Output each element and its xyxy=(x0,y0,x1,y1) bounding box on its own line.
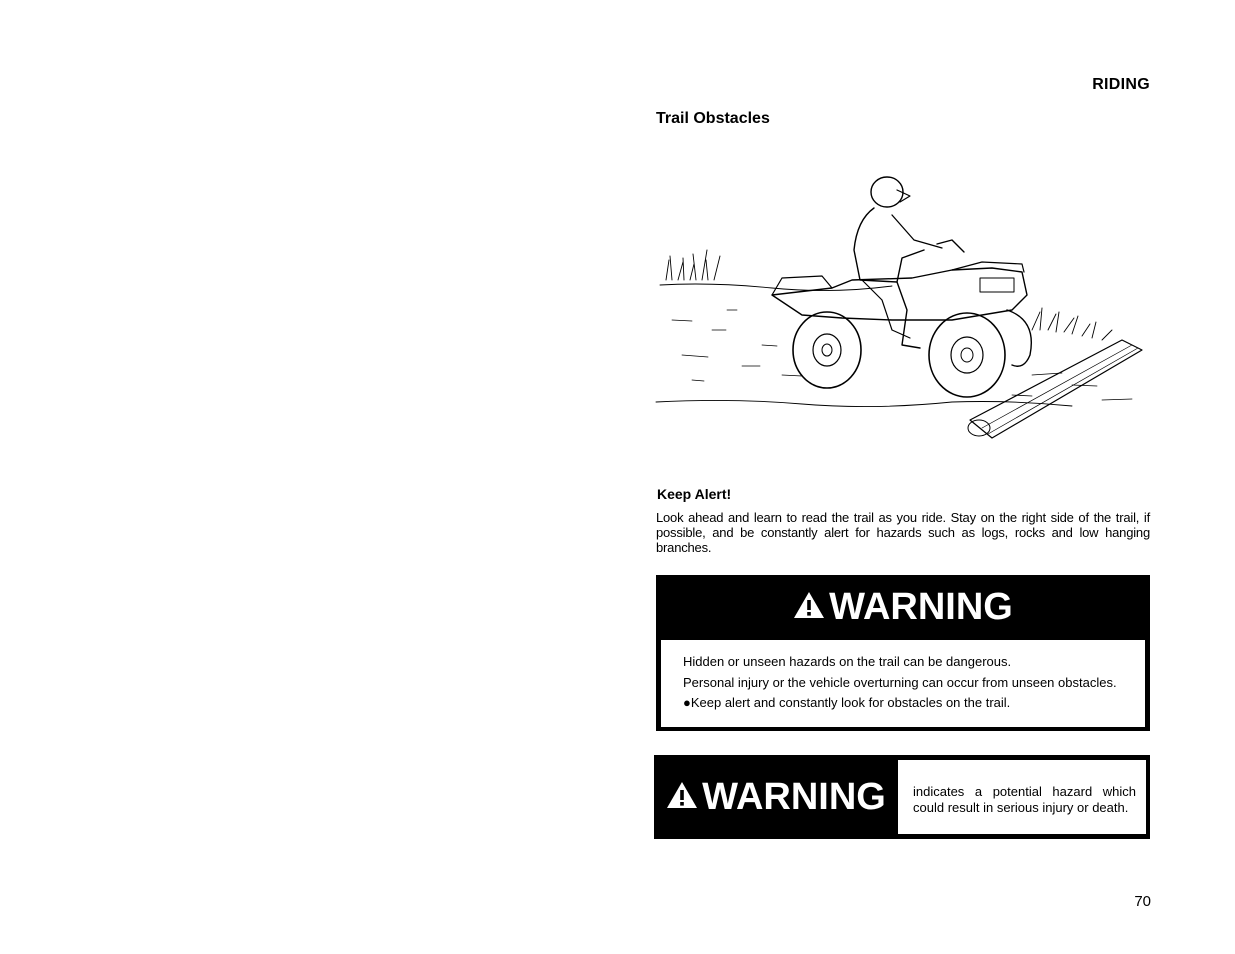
warning-triangle-icon xyxy=(793,586,829,629)
keep-alert-paragraph: Look ahead and learn to read the trail as you ride. Stay on the right side of the trail, if possible, and be constantly alert for hazards such as logs, rocks and low hanging branches. xyxy=(656,510,1150,555)
atv-rider-illustration xyxy=(652,170,1152,460)
warning-box xyxy=(656,575,1150,731)
warning-label: WARNING xyxy=(829,585,1013,628)
warning-body xyxy=(661,640,1145,727)
warning-header xyxy=(656,575,1150,639)
legend-text: indicates a potential hazard which could result in serious injury or death. xyxy=(898,760,1146,834)
warning-triangle-icon xyxy=(666,776,702,819)
legend-label: WARNING xyxy=(702,775,886,818)
warning-line: Personal injury or the vehicle overturning can occur from unseen obstacles. xyxy=(683,674,1117,690)
section-header: RIDING xyxy=(1092,76,1150,93)
warning-legend-box xyxy=(654,755,1150,839)
warning-line: Hidden or unseen hazards on the trail can be dangerous. xyxy=(683,654,1012,669)
page-number: 70 xyxy=(1134,893,1151,910)
warning-line: ●Keep alert and constantly look for obstacles on the trail. xyxy=(683,695,1011,710)
page-title: Trail Obstacles xyxy=(656,110,770,127)
legend-label-area xyxy=(654,755,898,839)
keep-alert-heading: Keep Alert! xyxy=(657,486,732,502)
